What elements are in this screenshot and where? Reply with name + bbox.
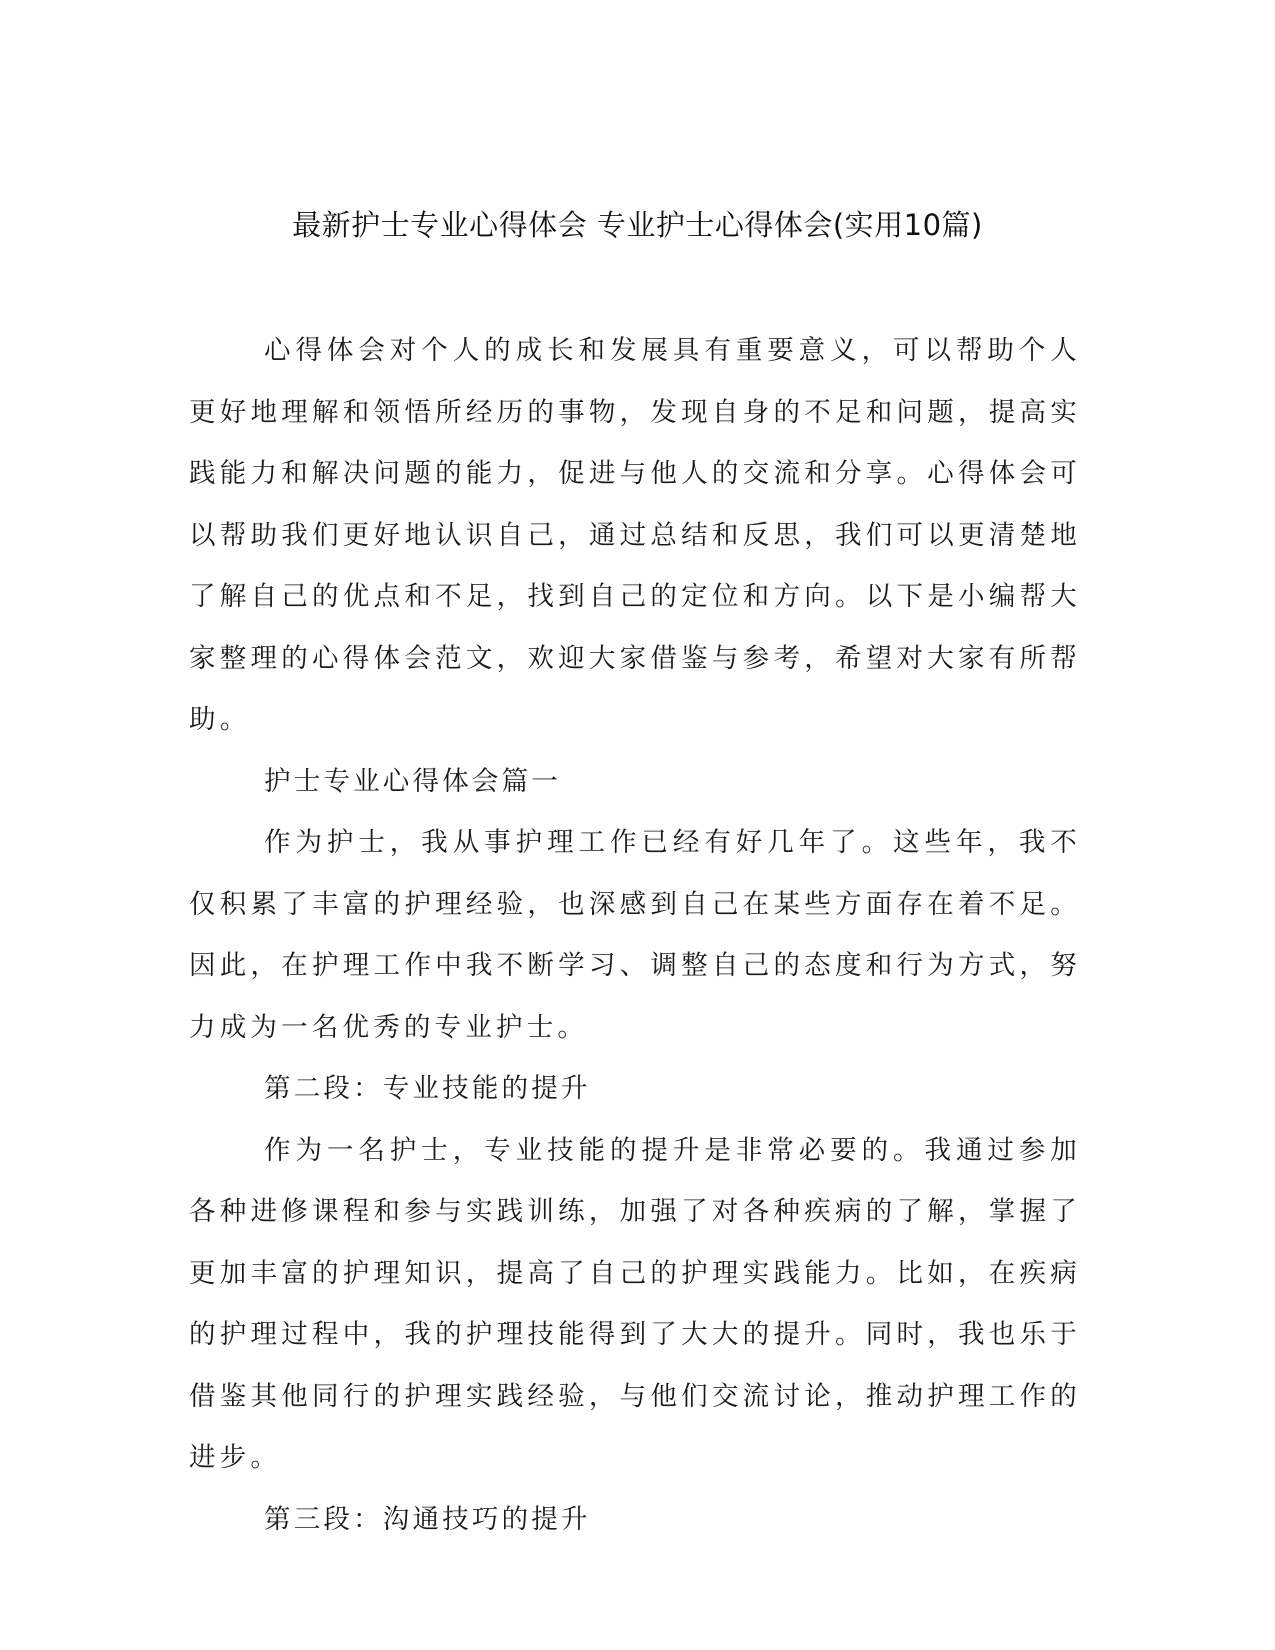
section-heading-1: 护士专业心得体会篇一	[264, 765, 561, 797]
section-heading-2: 第二段：专业技能的提升	[264, 1073, 591, 1104]
document-body	[189, 320, 1081, 1550]
section-paragraph-1: 作为护士，我从事护理工作已经有好几年了。这些年，我不仅积累了丰富的护理经验，也深感到自己在某些方面存在着不足。因此，在护理工作中我不断学习、调整自己的态度和行为方式，努力成为一名优秀的专业护士。	[189, 827, 1081, 1043]
section-paragraph-2: 作为一名护士，专业技能的提升是非常必要的。我通过参加各种进修课程和参与实践训练，加强了对各种疾病的了解，掌握了更加丰富的护理知识，提高了自己的护理实践能力。比如，在疾病的护理过程中，我的护理技能得到了大大的提升。同时，我也乐于借鉴其他同行的护理实践经验，与他们交流讨论，推动护理工作的进步。	[189, 1134, 1081, 1473]
intro-paragraph: 心得体会对个人的成长和发展具有重要意义，可以帮助个人更好地理解和领悟所经历的事物，发现自身的不足和问题，提高实践能力和解决问题的能力，促进与他人的交流和分享。心得体会可以帮助我们更好地认识自己，通过总结和反思，我们可以更清楚地了解自己的优点和不足，找到自己的定位和方向。以下是小编帮大家整理的心得体会范文，欢迎大家借鉴与参考，希望对大家有所帮助。	[189, 335, 1081, 735]
document-title: 最新护士专业心得体会 专业护士心得体会(实用10篇)	[292, 208, 983, 242]
section-heading-3: 第三段：沟通技巧的提升	[264, 1503, 591, 1535]
